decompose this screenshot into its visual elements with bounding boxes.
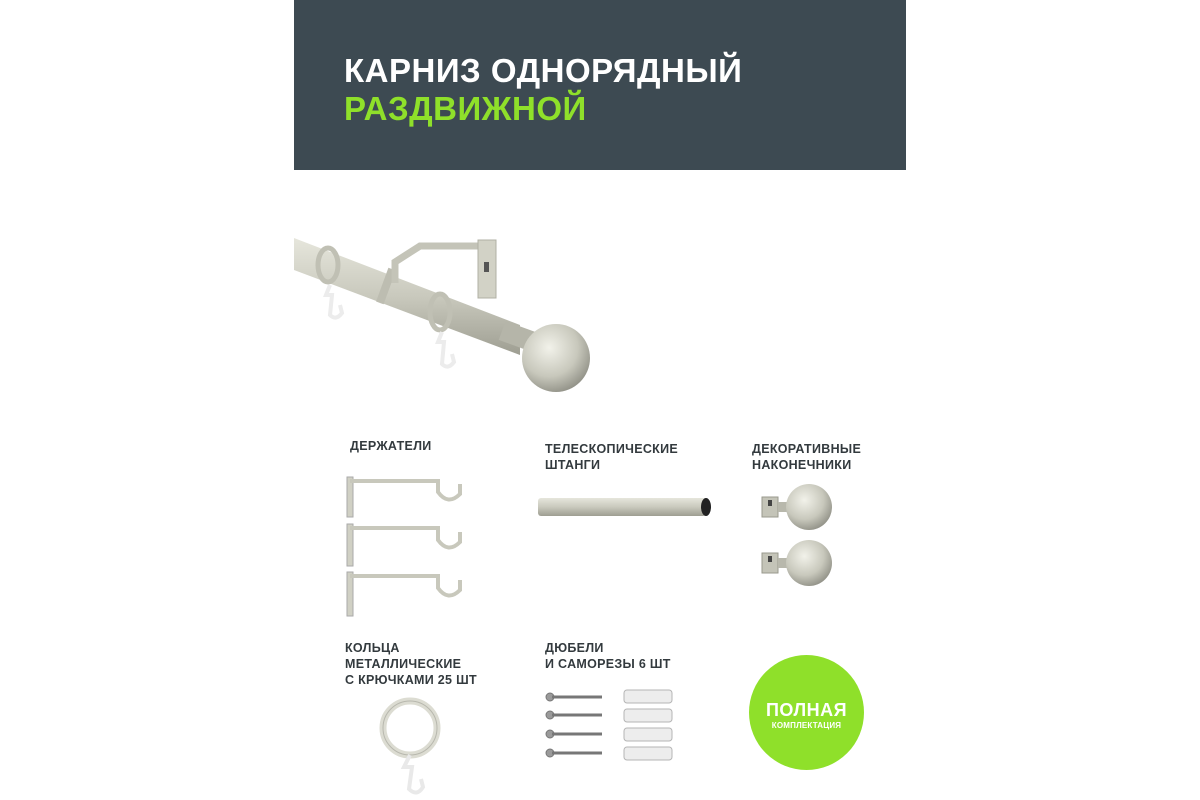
fasteners-illustration [546,690,672,760]
label-rings-line-3: С КРЮЧКАМИ 25 ШТ [345,673,477,687]
finials-illustration [762,484,832,586]
title-line-1: КАРНИЗ ОДНОРЯДНЫЙ [344,52,743,89]
badge-line-1: ПОЛНАЯ [765,700,848,720]
label-rings-line-1: КОЛЬЦА [345,641,400,655]
main-rod-illustration [294,238,590,392]
label-rods-line-2: ШТАНГИ [545,458,601,472]
telescopic-rod-illustration [538,498,711,516]
ring-illustration [383,701,437,793]
label-rods-line-1: ТЕЛЕСКОПИЧЕСКИЕ [545,442,679,456]
label-rings-line-2: МЕТАЛЛИЧЕСКИЕ [345,657,462,671]
label-finials-line-1: ДЕКОРАТИВНЫЕ [752,442,862,456]
title-line-2: РАЗДВИЖНОЙ [344,90,587,127]
holders-illustration [347,477,460,616]
complete-set-badge [749,655,864,770]
label-holders: ДЕРЖАТЕЛИ [350,439,432,453]
badge-line-2: КОМПЛЕКТАЦИЯ [771,721,842,730]
label-fasteners-line-1: ДЮБЕЛИ [545,641,604,655]
label-fasteners-line-2: И САМОРЕЗЫ 6 ШТ [545,657,671,671]
label-finials-line-2: НАКОНЕЧНИКИ [752,458,852,472]
